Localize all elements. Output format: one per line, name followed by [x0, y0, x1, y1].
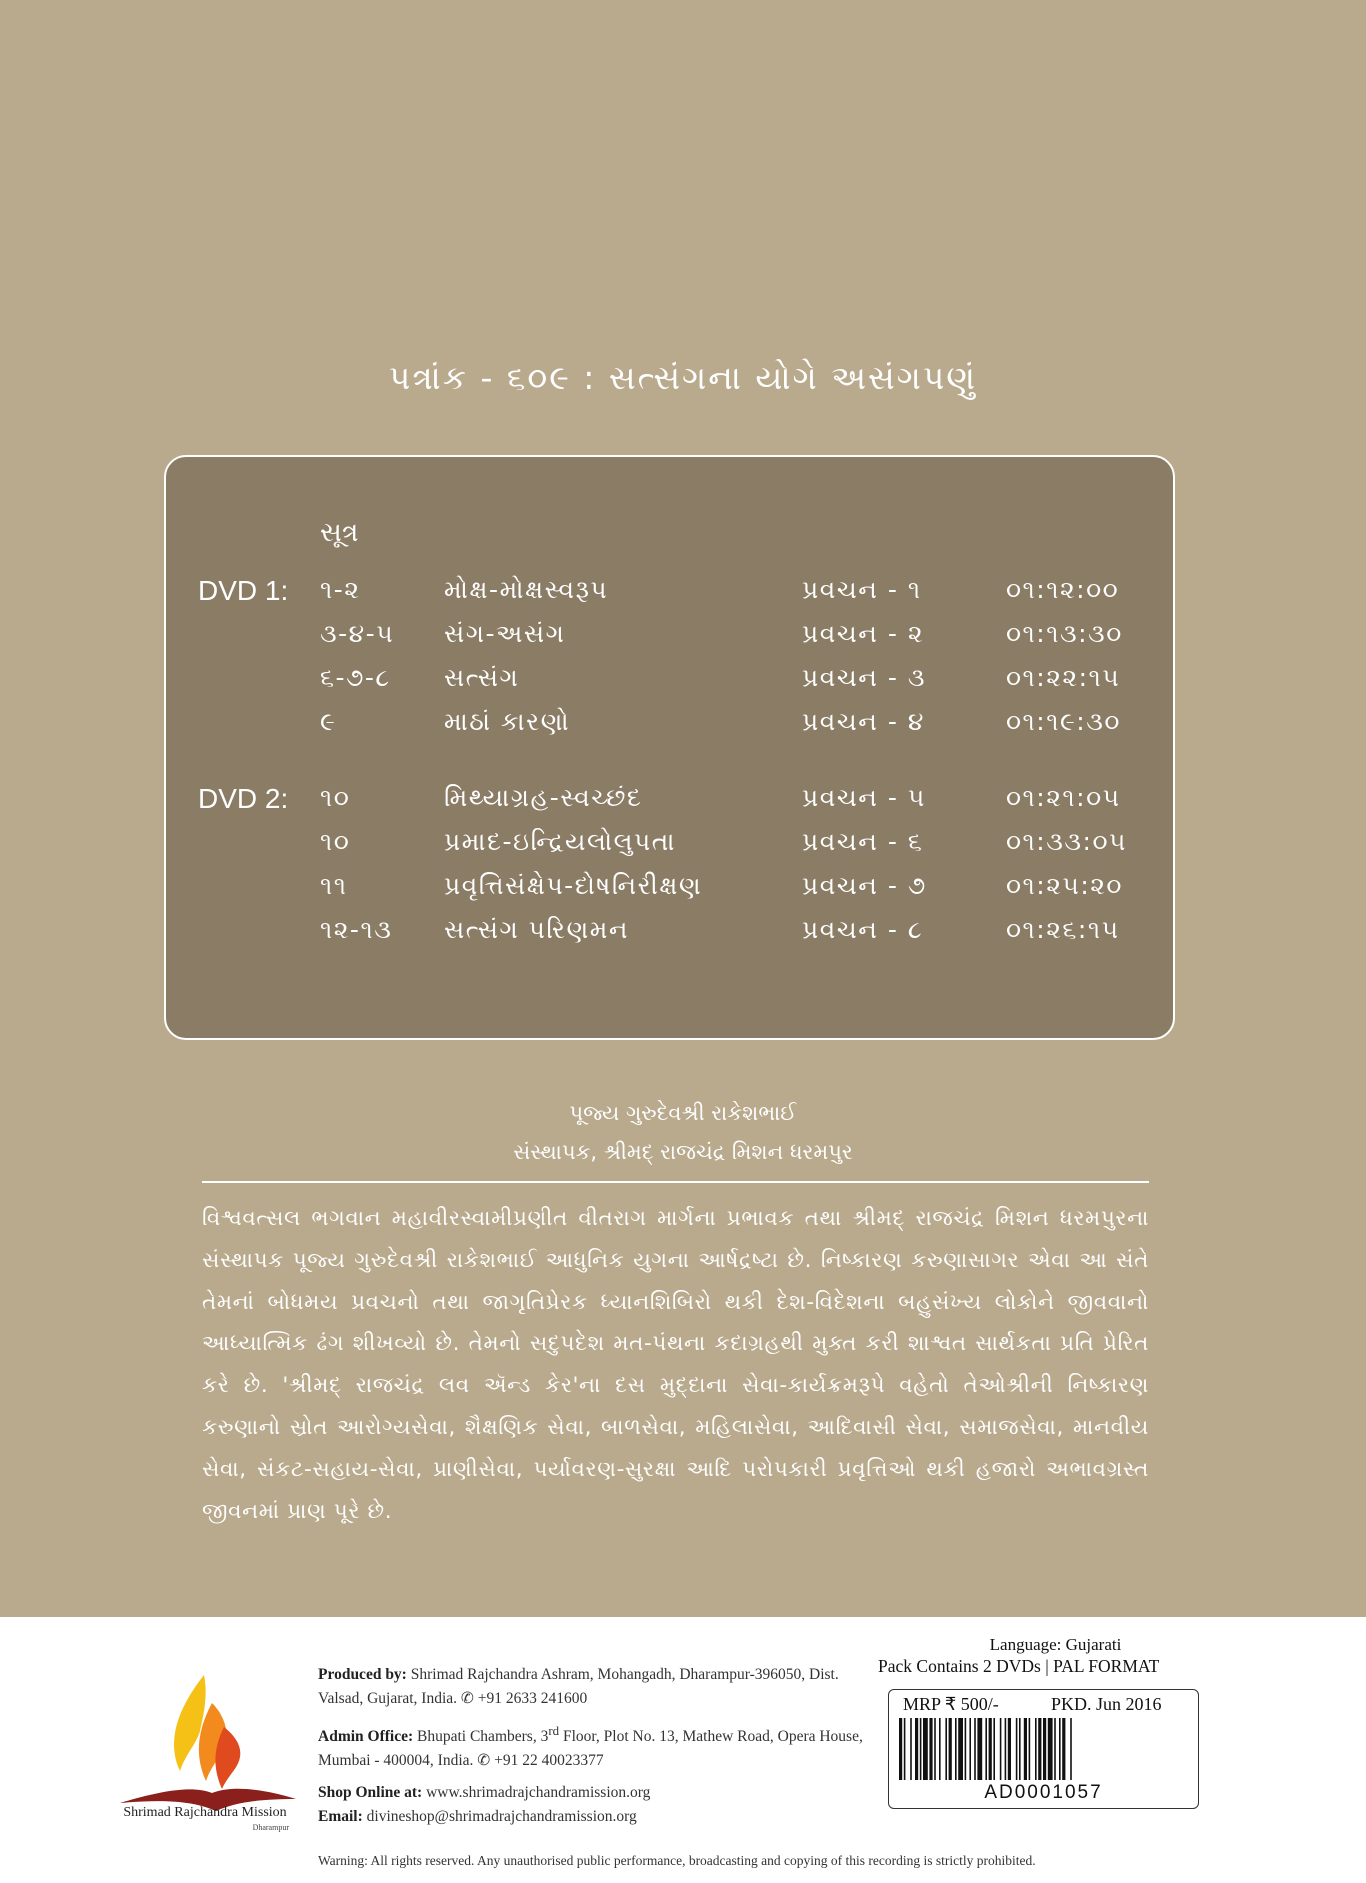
track-row	[166, 663, 1173, 703]
track-row	[166, 827, 1173, 867]
barcode-bar	[904, 1718, 906, 1780]
barcode-bar	[899, 1718, 902, 1780]
sutra-heading: સૂત્ર	[320, 517, 359, 548]
page-title: પત્રાંક - ૬૦૯ : સત્સંગના યોગે અસંગપણું	[388, 358, 978, 397]
topic: મિથ્યાગ્રહ-સ્વચ્છંદ	[444, 783, 643, 812]
barcode-bar	[1059, 1718, 1061, 1780]
pravachan-number: પ્રવચન - ૨	[802, 619, 925, 648]
barcode-bar	[1038, 1718, 1041, 1780]
barcode-bar	[1024, 1718, 1027, 1780]
produced-label: Produced by:	[318, 1666, 407, 1683]
duration: ૦૧:૨૨:૧૫	[1006, 663, 1121, 692]
mrp: MRP ₹ 500/-	[903, 1694, 999, 1714]
barcode-bar	[1054, 1718, 1056, 1780]
sutra-number: ૧-૨	[320, 575, 361, 604]
shop-link[interactable]: www.shrimadrajchandramission.org	[426, 1784, 651, 1802]
divider	[202, 1181, 1149, 1183]
email-link[interactable]: divineshop@shrimadrajchandramission.org	[366, 1808, 637, 1826]
duration: ૦૧:૨૫:૨૦	[1006, 871, 1123, 900]
topic: પ્રમાદ-ઇન્દ્રિયલોલુપતા	[444, 827, 676, 856]
pack-info: Pack Contains 2 DVDs | PAL FORMAT	[878, 1656, 1160, 1676]
barcode-bar	[993, 1718, 995, 1780]
barcode-bar	[1000, 1718, 1002, 1780]
barcode-bar	[1019, 1718, 1021, 1780]
duration: ૦૧:૧૯:૩૦	[1006, 707, 1121, 736]
produced-by	[318, 1663, 878, 1711]
topic: સંગ-અસંગ	[444, 619, 566, 648]
author-designation: સંસ્થાપક, શ્રીમદ્ રાજચંદ્ર મિશન ધરમપુર	[513, 1140, 853, 1164]
email	[318, 1805, 878, 1829]
barcode-bar	[1005, 1718, 1007, 1780]
barcode-bar	[920, 1718, 922, 1780]
sutra-number: ૩-૪-૫	[320, 619, 395, 648]
ad-code: AD0001057	[984, 1782, 1103, 1803]
barcode-bar	[945, 1718, 947, 1780]
warning-text: Warning: All rights reserved. Any unauthorised public performance, broadcasting and copying of this recording is strictly prohibited.	[318, 1853, 1036, 1868]
barcode-bar	[1035, 1718, 1037, 1780]
pravachan-number: પ્રવચન - ૬	[802, 827, 924, 856]
pravachan-number: પ્રવચન - ૭	[802, 871, 927, 900]
sutra-number: ૯	[320, 707, 337, 736]
barcode-bar	[929, 1718, 932, 1780]
sutra-number: ૧૦	[320, 827, 351, 856]
topic: સત્સંગ પરિણમન	[444, 915, 630, 944]
barcode-bar	[1016, 1718, 1018, 1780]
barcode-bar	[923, 1718, 928, 1780]
track-row	[166, 871, 1173, 911]
sutra-number: ૧૨-૧૩	[320, 915, 393, 944]
barcode-bar	[1008, 1718, 1011, 1780]
barcode-bar	[958, 1718, 963, 1780]
description-paragraph: વિશ્વવત્સલ ભગવાન મહાવીરસ્વામીપ્રણીત વીતરાગ માર્ગના પ્રભાવક તથા શ્રીમદ્ રાજચંદ્ર મિશન ધરમપુરના સંસ્થાપક પૂજ્ય ગુરુદેવશ્રી રાકેશભાઈ આધુનિક યુગના આર્ષદ્રષ્ટા છે. નિષ્કારણ કરુણાસાગર એવા આ સંતે તેમનાં બોધમય પ્રવચનો તથા જાગૃતિપ્રેરક ધ્યાનશિબિરો થકી દેશ-વિદેશના બહુસંખ્ય લોકોને જીવવાનો આધ્યાત્મિક ઢંગ શીખવ્યો છે. તેમનો સદુપદેશ મત-પંથના કદાગ્રહથી મુક્ત કરી શાશ્વત સાર્થકતા પ્રતિ પ્રેરિત કરે છે. 'શ્રીમદ્ રાજચંદ્ર લવ ઍન્ડ કેર'ના દસ મુદ્દાના સેવા-કાર્યક્રમરૂપે વહેતો તેઓશ્રીની નિષ્કારણ કરુણાનો સ્રોત આરોગ્યસેવા, શૈક્ષણિક સેવા, બાળસેવા, મહિલાસેવા, આદિવાસી સેવા, સમાજસેવા, માનવીય સેવા, સંકટ-સહાય-સેવા, પ્રાણીસેવા, પર્યાવરણ-સુરક્ષા આદિ પરોપકારી પ્રવૃત્તિઓ થકી હજારો અભાવગ્રસ્ત જીવનમાં પ્રાણ પૂરે છે.	[202, 1206, 1149, 1524]
barcode-box	[888, 1689, 1199, 1809]
admin-address-b: Floor, Plot No. 13, Mathew Road, Opera House, Mumbai - 400004, India. ✆ +91 22 40023377	[318, 1728, 863, 1770]
duration: ૦૧:૧૨:૦૦	[1006, 575, 1120, 604]
topic: પ્રવૃત્તિસંક્ષેપ-દોષનિરીક્ષણ	[444, 871, 703, 900]
contact-info	[318, 1663, 878, 1829]
barcode-icon	[899, 1718, 1189, 1780]
shop-online	[318, 1781, 878, 1805]
barcode-bar	[977, 1718, 982, 1780]
logo-name: Shrimad Rajchandra Mission	[123, 1805, 287, 1820]
barcode-bar	[949, 1718, 952, 1780]
barcode-bar	[989, 1718, 992, 1780]
duration: ૦૧:૩૩:૦૫	[1006, 827, 1127, 856]
admin-sup: rd	[548, 1723, 560, 1738]
pravachan-number: પ્રવચન - ૫	[802, 783, 926, 812]
topic: માઠાં કારણો	[444, 707, 571, 736]
barcode-bar	[969, 1718, 971, 1780]
shop-label: Shop Online at:	[318, 1784, 423, 1802]
topic: મોક્ષ-મોક્ષસ્વરૂપ	[444, 575, 609, 604]
barcode-bar	[965, 1718, 967, 1780]
track-row	[166, 575, 1173, 615]
track-row	[166, 619, 1173, 659]
barcode-bar	[1029, 1718, 1031, 1780]
sutra-number: ૧૦	[320, 783, 351, 812]
packed-date: PKD. Jun 2016	[1051, 1694, 1162, 1714]
duration: ૦૧:૨૬:૧૫	[1006, 915, 1120, 944]
dvd-label: DVD 1:	[198, 575, 289, 606]
sutra-number: ૬-૭-૮	[320, 663, 391, 692]
admin-address-a: Bhupati Chambers, 3	[417, 1728, 549, 1746]
track-row	[166, 707, 1173, 747]
track-list-panel	[164, 455, 1175, 1040]
pravachan-number: પ્રવચન - ૪	[802, 707, 925, 736]
barcode-bar	[974, 1718, 976, 1780]
track-row	[166, 783, 1173, 823]
duration: ૦૧:૨૧:૦૫	[1006, 783, 1121, 812]
admin-label: Admin Office:	[318, 1728, 414, 1746]
pravachan-number: પ્રવચન - ૧	[802, 575, 922, 604]
barcode-bar	[934, 1718, 936, 1780]
admin-office	[318, 1719, 878, 1773]
track-row	[166, 915, 1173, 955]
barcode-bar	[910, 1718, 912, 1780]
produced-address: Shrimad Rajchandra Ashram, Mohangadh, Dharampur-396050, Dist. Valsad, Gujarat, India. ✆ +91 2633 241600	[318, 1666, 839, 1707]
pravachan-number: પ્રવચન - ૩	[802, 663, 926, 692]
pravachan-number: પ્રવચન - ૮	[802, 915, 924, 944]
author-name: પૂજ્ય ગુરુદેવશ્રી રાકેશભાઈ	[569, 1101, 797, 1125]
barcode-bar	[939, 1718, 941, 1780]
barcode-bar	[985, 1718, 987, 1780]
barcode-bar	[1062, 1718, 1065, 1780]
duration: ૦૧:૧૩:૩૦	[1006, 619, 1123, 648]
email-label: Email:	[318, 1808, 363, 1826]
product-info	[878, 1635, 1208, 1677]
dvd-label: DVD 2:	[198, 783, 289, 814]
barcode-bar	[1048, 1718, 1053, 1780]
language: Language: Gujarati	[989, 1635, 1122, 1654]
barcode-bar	[955, 1718, 957, 1780]
logo-subtitle: Dharampur	[252, 1823, 289, 1832]
sutra-number: ૧૧	[320, 871, 348, 900]
footer	[0, 1617, 1366, 1883]
barcode-bar	[1043, 1718, 1046, 1780]
barcode-bar	[1070, 1718, 1072, 1780]
topic: સત્સંગ	[444, 663, 520, 692]
barcode-bar	[915, 1718, 918, 1780]
